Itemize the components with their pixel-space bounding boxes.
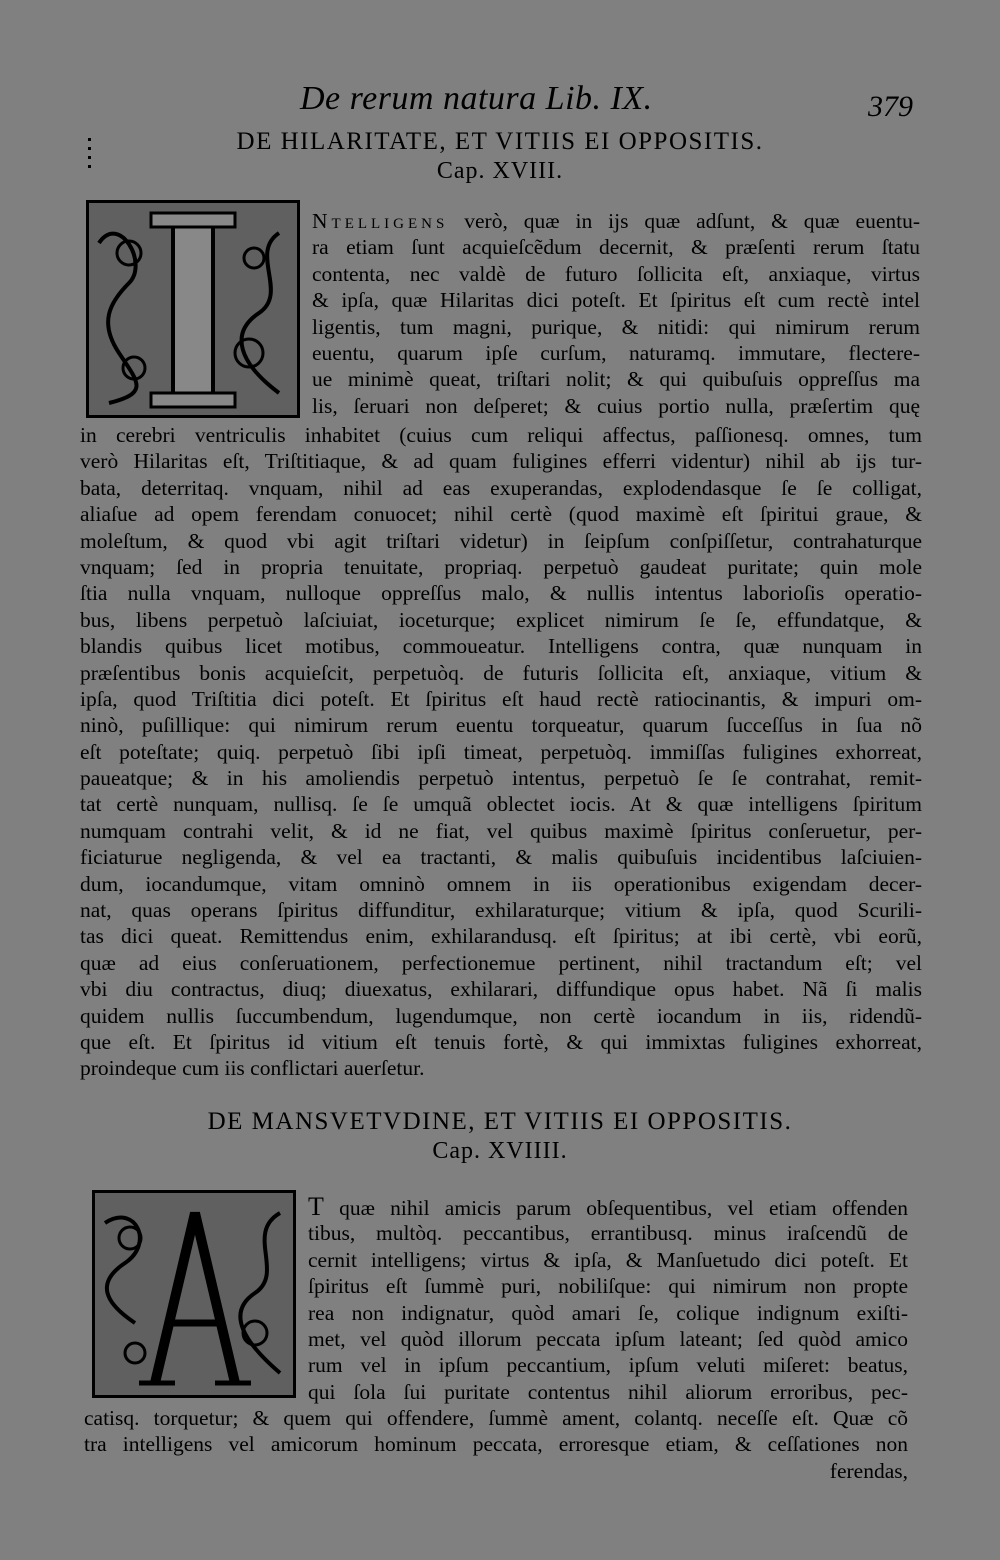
text-line: cernit intelligens; virtus & ipſa, & Manſuetudo dici poteſt. Et (308, 1247, 908, 1272)
text-line: lis, ſeruari non deſperet; & cuius portio nulla, præſertim quę (312, 393, 920, 418)
text-line: bata, deterritaq. vnquam, nihil ad eas exuperandas, explodendasque ſe ſe colligat, (80, 475, 922, 500)
text-line: vnquam; ſed in propria tenuitate, propriaq. perpetuò gaudeat puritate; quin mole (80, 554, 922, 579)
text-line: paueatque; & in his amoliendis perpetuò intentus, perpetuò ſe ſe contrahat, remit- (80, 766, 922, 791)
initial-a-ornament (95, 1193, 293, 1395)
text-line: in cerebri ventriculis inhabitet (cuius cum reliqui affectus, paſſionesq. omnes, tum (80, 423, 922, 447)
text-line: euentu, quarum ipſe curſum, naturamq. immutare, flectere- (312, 340, 920, 365)
chapter2-opening-lines (308, 1194, 908, 1405)
text-line: moleſtum, & quod vbi agit triſtari videtur) in ſeipſum conſpiſſetur, contrahaturque (80, 528, 922, 553)
running-head (0, 80, 1000, 123)
text-line: & ipſa, quæ Hilaritas dici poteſt. Et ſpiritus eſt cum rectè intel (312, 288, 920, 313)
first-line-rest: verò, quæ in ijs quæ adſunt, & quæ euentu- (448, 209, 920, 233)
text-line: rum vel in ipſum peccantium, ipſum veluti miſeret: beatus, (308, 1353, 908, 1378)
text-line: dum, iocandumque, vitam omninò omnem in iis operationibus exigendam decer- (80, 871, 922, 896)
text-line: rea non indignatur, quòd amari ſe, colique indignum exiſti- (308, 1300, 908, 1325)
text-line: met, vel quòd illorum peccata ipſum lateant; ſed quòd amico (308, 1326, 908, 1351)
ornamental-initial-a (92, 1190, 296, 1398)
text-line: tibus, multòq. peccantibus, errantibusq. minus iraſcendũ de (308, 1221, 908, 1246)
text-line: numquam contrahi velit, & id ne fiat, vel quibus maximè ſpiritus conſeruetur, per- (80, 818, 922, 843)
text-line: catisq. torquetur; & quem qui offendere, ſummè ament, colantq. neceſſe eſt. Quæ cõ (84, 1406, 908, 1430)
first-word: Ntelligens (312, 209, 449, 233)
text-line: tra intelligens vel amicorum hominum peccata, erroresque etiam, & ceſſationes non (84, 1432, 908, 1457)
text-line: ſpiritus eſt ſummè puri, nobiliſque: qui nimirum non propte (308, 1274, 908, 1299)
text-line: quæ ad eius conſeruationem, perfectionemue pertinent, nihil tractandum eſt; vel (80, 950, 922, 975)
text-line: ſtia nulla vnquam, nulloque oppreſſus malo, & nullis intentus laborioſis operatio- (80, 581, 922, 606)
text-line: contenta, nec valdè de futuro ſollicita eſt, anxiaque, virtus (312, 261, 920, 286)
text-line: ue minimè queat, triſtari nolit; & qui quibuſuis oppreſſus ma (312, 367, 920, 392)
catchword: ferendas, (829, 1458, 908, 1483)
chapter1-opening-lines (312, 208, 920, 419)
chapter-title: DE MANSVETVDINE, ET VITIIS EI OPPOSITIS. (207, 1108, 793, 1135)
chapter1-body (80, 422, 922, 1082)
text-line: tat certè nunquam, nullisq. ſe ſe umquã oblectet iocis. At & quæ intelligens ſpiritum (80, 792, 922, 817)
first-line-rest: quæ nihil amicis parum obſequentibus, vel etiam offenden (323, 1196, 908, 1220)
text-line: blandis quibus licet motibus, commoueatur. Intelligens contra, quæ nunquam in (80, 634, 922, 659)
initial-i-ornament (89, 203, 297, 415)
text-line: proindeque cum iis conflictari auerſetur. (80, 1056, 425, 1081)
text-line: præſentibus bonis acquieſcit, perpetuòq. de futuris ſollicita eſt, anxiaque, vitium & (80, 660, 922, 685)
running-title: De rerum natura Lib. IX. (300, 80, 653, 117)
text-line: tas dici queat. Remittendus enim, exhilarandusq. eſt ſpiritus; at ibi certè, vbi eorũ, (80, 924, 922, 949)
page-number: 379 (868, 90, 913, 123)
text-line: eſt poteſtate; quiq. perpetuò ſibi ipſi timeat, perpetuòq. immiſſas fuligines exhorreat, (80, 739, 922, 764)
text-line: ra etiam ſunt acquieſcẽdum decernit, & præſenti rerum ſtatu (312, 235, 920, 260)
text-line: bus, libens perpetuò laſciuiat, ioceturque; explicet nimirum ſe ſe, effundatque, & (80, 607, 922, 632)
ornamental-initial-i (86, 200, 300, 418)
chapter2-body (84, 1405, 908, 1484)
chapter-cap: Cap. XVIII. (436, 158, 564, 184)
text-line: vbi diu contractus, diuq; diuexatus, exhilarari, diffundique opus habet. Nã ſi malis (80, 977, 922, 1002)
text-line: ipſa, quod Triſtitia dici poteſt. Et ſpiritus eſt haud rectè ratiocinantis, & impuri om- (80, 686, 922, 711)
chapter-cap: Cap. XVIIII. (432, 1138, 568, 1164)
first-letter: T (308, 1194, 324, 1221)
text-line: ligentis, tum magni, purique, & nitidi: qui nimirum rerum (312, 314, 920, 339)
chapter-title: DE HILARITATE, ET VITIIS EI OPPOSITIS. (236, 128, 764, 155)
text-line: aliaſue ad opem ferendam conuocet; nihil certè (quod maximè eſt ſpiritui graue, & (80, 502, 922, 527)
text-line: qui ſola ſui puritate contentus nihil aliorum erroribus, pec- (308, 1379, 908, 1404)
text-line: ninò, puſillique: qui nimirum rerum euentu torqueatur, quarum ſucceſſus in ſua nõ (80, 713, 922, 738)
text-line: verò Hilaritas eſt, Triſtitiaque, & ad quam fuligines efferri videntur) nihil ab ijs tur- (80, 449, 922, 474)
text-line: ficiaturue negligenda, & vel ea tractanti, & malis quibuſuis incidentibus laſciuien- (80, 845, 922, 870)
text-line: nat, quas operans ſpiritus diffunditur, exhilaraturque; vitium & ipſa, quod Scurili- (80, 898, 922, 923)
text-line: que eſt. Et ſpiritus id vitium eſt tenuis fortè, & qui immixtas fuligines exhorreat, (80, 1029, 922, 1054)
text-line: quidem nullis ſuccumbendum, lugendumque, non certè iocandum in iis, ridendũ- (80, 1003, 922, 1028)
